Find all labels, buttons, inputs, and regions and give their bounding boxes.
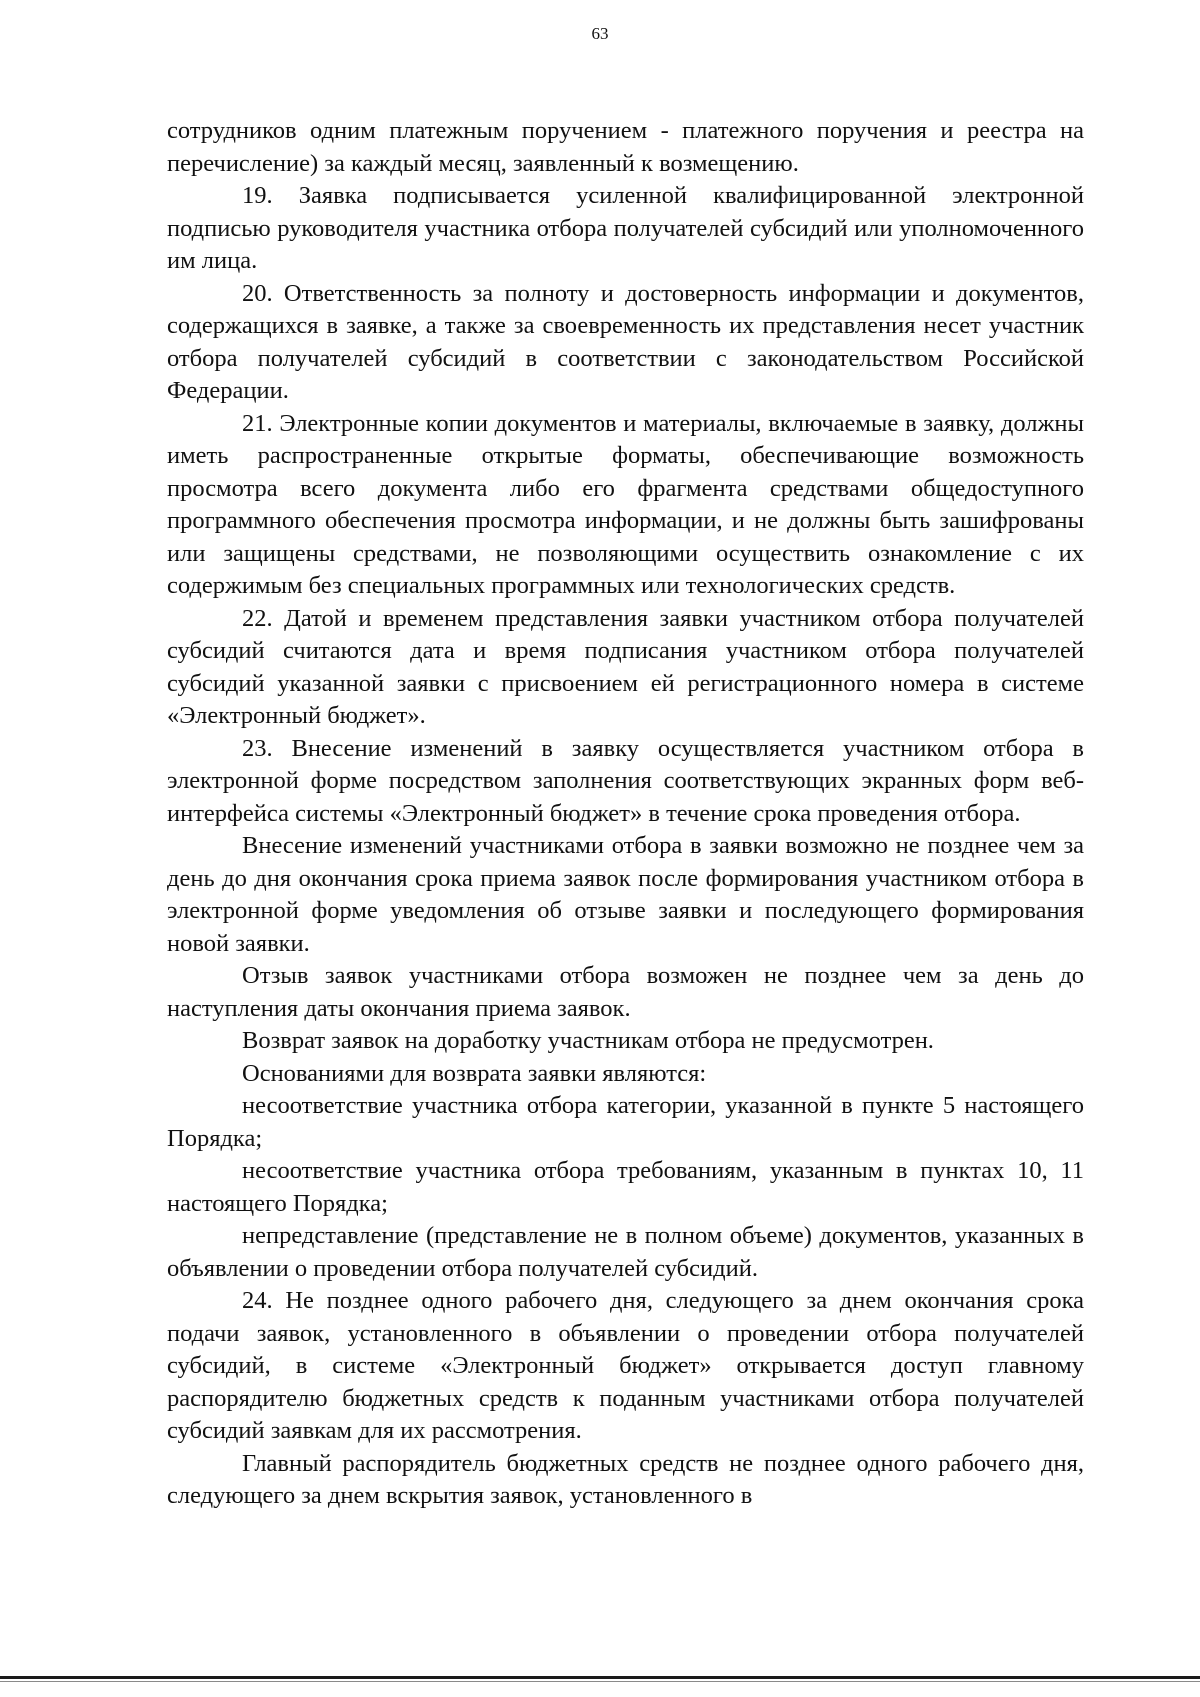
- paragraph-ground-documents: непредставление (представление не в полном объеме) документов, указанных в объявлении о проведении отбора получателей субсидий.: [167, 1222, 1084, 1282]
- paragraph-return-grounds: Основаниями для возврата заявки являются:: [242, 1059, 707, 1087]
- document-body: [167, 115, 1084, 1513]
- paragraph-19: 19. Заявка подписывается усиленной квалифицированной электронной подписью руководителя участника отбора получателей субсидий или уполномоченного им лица.: [167, 182, 1084, 274]
- paragraph-22: 22. Датой и временем представления заявки участником отбора получателей субсидий считаются дата и время подписания участником отбора получателей субсидий указанной заявки с присвоением ей регистрационного номера в системе «Электронный бюджет».: [167, 604, 1084, 729]
- paragraph-ground-category: несоответствие участника отбора категории, указанной в пункте 5 настоящего Порядка;: [167, 1092, 1084, 1152]
- paragraph-20: 20. Ответственность за полноту и достоверность информации и документов, содержащихся в заявке, а также за своевременность их представления несет участник отбора получателей субсидий в соответствии с законодательством Российской Федерации.: [167, 279, 1084, 404]
- paragraph-chief-manager: Главный распорядитель бюджетных средств не позднее одного рабочего дня, следующего за днем вскрытия заявок, установленного в: [167, 1449, 1084, 1509]
- paragraph-no-return: Возврат заявок на доработку участникам отбора не предусмотрен.: [242, 1027, 934, 1054]
- scan-bottom-edge-shadow: [0, 1681, 1200, 1682]
- paragraph-21: 21. Электронные копии документов и материалы, включаемые в заявку, должны иметь распространенные открытые форматы, обеспечивающие возможность просмотра всего документа либо его фрагмента средствами общедоступного программного обеспечения просмотра информации, и не должны быть зашифрованы или защищены средствами, не позволяющими осуществить ознакомление с их содержимым без специальных программных или технологических средств.: [167, 409, 1084, 599]
- paragraph-ground-requirements: несоответствие участника отбора требованиям, указанным в пунктах 10, 11 настоящего Порядка;: [167, 1157, 1084, 1217]
- paragraph-23: 23. Внесение изменений в заявку осуществляется участником отбора в электронной форме посредством заполнения соответствующих экранных форм веб-интерфейса системы «Электронный бюджет» в течение срока проведения отбора.: [167, 734, 1084, 827]
- paragraph-24: 24. Не позднее одного рабочего дня, следующего за днем окончания срока подачи заявок, установленного в объявлении о проведении отбора получателей субсидий, в системе «Электронный бюджет» открывается доступ главному распорядителю бюджетных средств к поданным участниками отбора получателей субсидий заявкам для их рассмотрения.: [167, 1287, 1084, 1444]
- paragraph-withdrawal: Отзыв заявок участниками отбора возможен не позднее чем за день до наступления даты окончания приема заявок.: [167, 962, 1084, 1022]
- page-number: 63: [591, 24, 609, 43]
- paragraph-continuation: сотрудников одним платежным поручением - платежного поручения и реестра на перечисление) за каждый месяц, заявленный к возмещению.: [167, 117, 1084, 177]
- scan-bottom-edge: [0, 1676, 1200, 1679]
- paragraph-changes: Внесение изменений участниками отбора в заявки возможно не позднее чем за день до дня окончания срока приема заявок после формирования участником отбора в электронной форме уведомления об отзыве заявки и последующего формирования новой заявки.: [167, 832, 1084, 957]
